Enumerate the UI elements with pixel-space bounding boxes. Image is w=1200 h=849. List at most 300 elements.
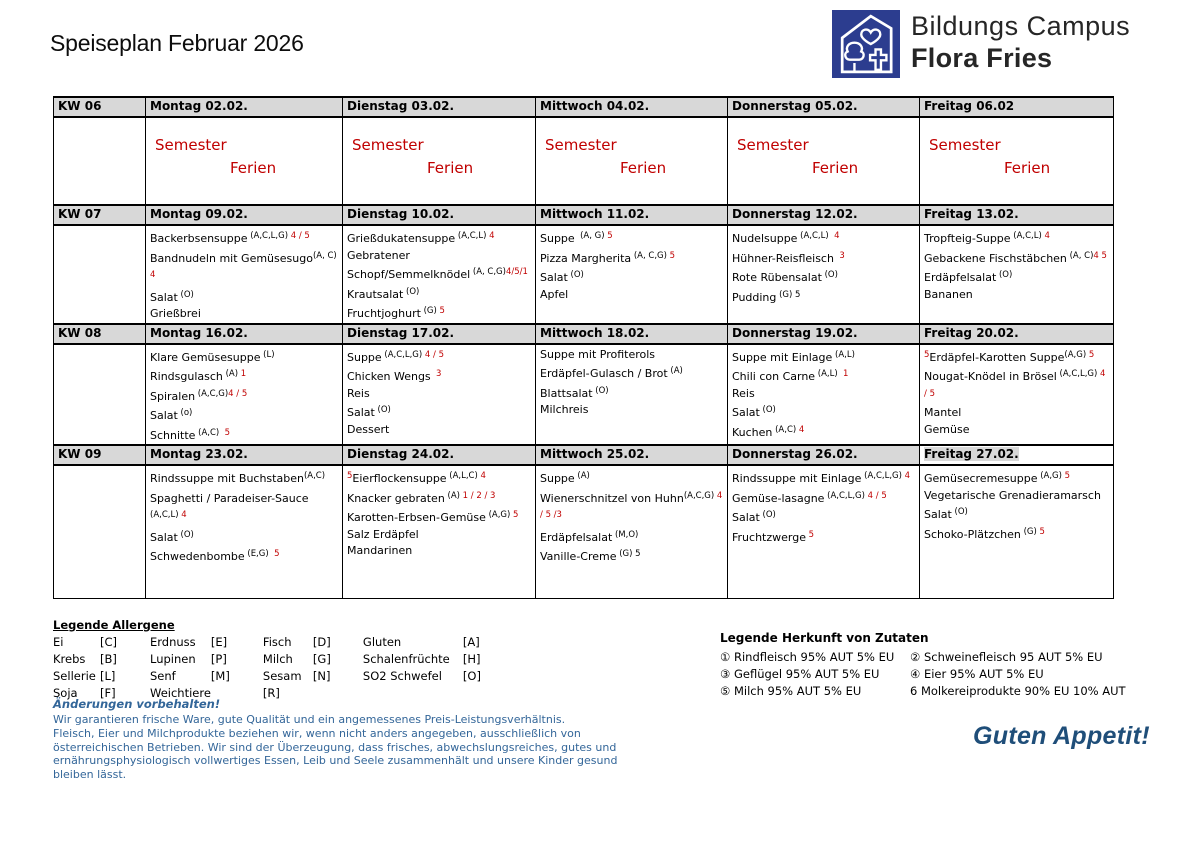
origin-legend	[720, 631, 1126, 699]
dish-name: Dessert	[347, 422, 390, 436]
allergen-codes: (A,C,L,G)	[381, 349, 423, 360]
allergen-codes: (A,G)	[485, 510, 511, 520]
day-cell	[343, 344, 536, 446]
allergen-name: Soja	[53, 686, 78, 700]
origin-numbers: 4 / 5	[228, 388, 248, 399]
footer-note-title: Änderungen vorbehalten!	[53, 697, 221, 711]
origin-numbers: 5	[219, 427, 231, 438]
menu-item	[924, 422, 1109, 439]
kw-label: KW 08	[54, 324, 146, 344]
day-header: Donnerstag 26.02.	[728, 445, 920, 465]
menu-item	[150, 425, 338, 445]
menu-item	[540, 347, 723, 364]
menu-item	[347, 303, 531, 323]
dish-name: Schnitte	[150, 428, 196, 442]
dish-name: Nougat-Knödel in Brösel	[924, 370, 1057, 383]
menu-item	[150, 366, 338, 386]
menu-item	[150, 488, 338, 527]
menu-item	[732, 386, 915, 403]
dish-name: Salz Erdäpfel	[347, 527, 419, 541]
menu-item	[924, 366, 1109, 405]
day-header: Mittwoch 11.02.	[536, 205, 728, 225]
menu-item	[347, 543, 531, 560]
day-cell	[536, 344, 728, 446]
menu-item	[540, 267, 723, 287]
menu-item	[347, 422, 531, 439]
dish-name: Karotten-Erbsen-Gemüse	[347, 511, 486, 524]
day-cell	[536, 117, 728, 205]
allergen-legend	[53, 618, 508, 702]
allergen-legend-row	[53, 634, 508, 651]
dish-name: Gemüsecremesuppe	[924, 472, 1038, 485]
allergen-codes: (A,C,L,G)	[247, 231, 289, 241]
note-line: österreichischen Betrieben. Wir sind der Überzeugung, dass frisches, abwechslungsreiches, gutes und	[53, 740, 617, 754]
origin-number-prefix: 5	[924, 349, 930, 360]
day-header: Dienstag 03.02.	[343, 97, 536, 117]
allergen-codes: (A,C,L)	[455, 231, 487, 241]
allergen-code: [M]	[210, 669, 230, 683]
week-header-row	[54, 324, 1114, 344]
day-header: Donnerstag 05.02.	[728, 97, 920, 117]
allergen-codes: (A,G)	[1037, 471, 1062, 481]
day-cell	[536, 465, 728, 598]
menu-item	[540, 248, 723, 268]
day-cell	[920, 344, 1114, 446]
day-header: Montag 16.02.	[146, 324, 343, 344]
allergen-name: Lupinen	[150, 652, 196, 666]
allergen-code: [F]	[100, 686, 116, 700]
menu-item	[150, 287, 338, 307]
allergen-codes: (A,C,G)	[683, 490, 715, 501]
origin-numbers: 1 / 2 / 3	[459, 490, 496, 501]
menu-item	[540, 546, 723, 566]
menu-item	[347, 248, 531, 284]
dish-name: Eierflockensuppe	[352, 472, 447, 485]
origin-numbers: 4	[150, 250, 340, 280]
allergen-code: [D]	[312, 635, 331, 649]
origin-legend-row	[720, 683, 1126, 700]
menu-item	[924, 524, 1109, 544]
allergen-codes: (A,L,C)	[446, 471, 478, 481]
dish-name: Backerbsensuppe	[150, 232, 248, 245]
allergen-codes: (G) 5	[776, 289, 801, 300]
allergen-codes: (L)	[260, 349, 275, 360]
menu-item	[150, 468, 338, 488]
allergen-codes: (O)	[177, 289, 194, 300]
dish-name: Blattsalat	[540, 386, 593, 400]
origin-legend-row	[720, 666, 1126, 683]
origin-numbers: 5	[805, 529, 815, 540]
origin-numbers: 4 5	[1093, 250, 1107, 261]
origin-numbers: 5	[666, 250, 676, 261]
allergen-codes: (A,L)	[815, 369, 838, 379]
dish-name: Grießdukatensuppe	[347, 232, 456, 245]
menu-item	[924, 468, 1109, 488]
allergen-codes: (A,C)	[772, 424, 797, 435]
semester-text: Semester	[737, 136, 809, 154]
kw-label: KW 07	[54, 205, 146, 225]
dish-name: Erdäpfel-Gulasch / Brot	[540, 367, 668, 380]
allergen-codes: (A,C,L)	[1010, 231, 1042, 241]
guten-appetit-text: Guten Appetit!	[973, 722, 1150, 750]
logo	[832, 10, 1130, 78]
note-line: bleiben lässt.	[53, 768, 127, 782]
origin-numbers: 4/5/1	[505, 267, 528, 277]
ferien-text: Ferien	[812, 159, 859, 177]
day-cell	[146, 117, 343, 205]
menu-table-body	[54, 97, 1114, 598]
dish-name: Milchreis	[540, 403, 589, 416]
menu-item	[347, 507, 531, 527]
allergen-name: Weichtiere	[150, 686, 211, 700]
allergen-name: SO2 Schwefel	[362, 669, 442, 683]
week-content-row	[54, 117, 1114, 205]
week-header-row	[54, 205, 1114, 225]
semester-text: Semester	[352, 136, 424, 154]
allergen-codes: (O)	[821, 270, 838, 280]
kw-label: KW 09	[54, 445, 146, 465]
menu-item	[347, 386, 531, 403]
allergen-codes: (G)	[1020, 526, 1037, 537]
origin-numbers: 4 / 5	[924, 369, 1109, 399]
allergen-name: Sellerie	[53, 669, 96, 683]
day-header: Freitag 13.02.	[920, 205, 1114, 225]
allergen-codes: (O)	[996, 270, 1013, 280]
dish-name: Rote Rübensalat	[732, 271, 822, 284]
dish-name: Suppe	[540, 472, 575, 485]
dish-name: Grießbrei	[150, 307, 201, 320]
menu-item	[732, 248, 915, 268]
allergen-codes: (M,O)	[612, 529, 639, 540]
dish-name: Apfel	[540, 287, 569, 301]
week-content-row	[54, 225, 1114, 324]
note-line: Fleisch, Eier und Milchprodukte beziehen wir, wenn nicht anders angegeben, ausschließlich von	[53, 726, 581, 740]
allergen-codes: (G)	[420, 306, 437, 316]
dish-name: Gebackene Fischstäbchen	[924, 251, 1067, 265]
menu-item	[150, 306, 338, 323]
house-heart-tree-cross-icon	[832, 10, 900, 78]
week-content-row	[54, 344, 1114, 446]
dish-name: Spiralen	[150, 389, 196, 403]
allergen-legend-title: Legende Allergene	[53, 618, 175, 632]
allergen-codes: (O)	[567, 270, 584, 280]
menu-item	[150, 347, 338, 367]
allergen-legend-row	[53, 651, 508, 668]
origin-numbers: 5	[510, 510, 519, 520]
allergen-codes: (O)	[592, 385, 609, 396]
dish-name: Salat	[347, 406, 375, 419]
allergen-codes: (G) 5	[616, 549, 641, 559]
menu-item	[732, 287, 915, 307]
origin-numbers: 4	[901, 471, 911, 481]
origin-numbers: 5	[1061, 471, 1071, 481]
allergen-name: Schalenfrüchte	[362, 652, 450, 666]
kw-spacer	[54, 465, 146, 598]
dish-name: Hühner-Reisfleisch	[732, 251, 834, 265]
day-header: Donnerstag 12.02.	[728, 205, 920, 225]
menu-item	[347, 347, 531, 367]
dish-name: Chicken Wengs	[347, 370, 431, 383]
dish-name: Reis	[347, 386, 370, 400]
day-cell	[146, 344, 343, 446]
dish-name: Spaghetti / Paradeiser-Sauce	[150, 491, 309, 505]
dish-name: Erdäpfelsalat	[540, 530, 613, 544]
allergen-code: [C]	[100, 635, 118, 649]
day-cell	[728, 465, 920, 598]
menu-item	[924, 504, 1109, 524]
dish-name: Gebratener Schopf/Semmelknödel	[347, 248, 471, 281]
dish-name: Salat	[732, 406, 760, 419]
menu-item	[732, 488, 915, 508]
origin-numbers: 4 / 5	[288, 231, 310, 241]
logo-line1: Bildungs Campus	[911, 11, 1131, 41]
allergen-codes: (O)	[951, 507, 968, 517]
ferien-text: Ferien	[427, 159, 474, 177]
semester-text: Semester	[929, 136, 1001, 154]
dish-name: Rindssuppe mit Einlage	[732, 472, 862, 485]
allergen-codes: (A,C,G)	[195, 388, 229, 399]
dish-name: Salat	[732, 511, 760, 524]
day-cell	[343, 225, 536, 324]
allergen-codes: (A, C,G)	[470, 267, 506, 277]
origin-numbers: 3	[833, 250, 845, 261]
dish-name: Fruchtzwerge	[732, 530, 806, 544]
week-header-row	[54, 97, 1114, 117]
menu-item	[732, 507, 915, 527]
allergen-codes: (A, C,G)	[631, 250, 667, 261]
allergen-legend-table	[53, 634, 508, 702]
dish-name: Salat	[924, 508, 952, 521]
menu-item	[924, 267, 1109, 287]
allergen-codes: (A)	[667, 366, 683, 376]
day-cell	[920, 117, 1114, 205]
dish-name: Vanille-Creme	[540, 550, 617, 563]
allergen-code: [H]	[462, 652, 481, 666]
dish-name: Pizza Margherita	[540, 251, 632, 265]
day-header: Mittwoch 04.02.	[536, 97, 728, 117]
allergen-codes: (A,C)	[195, 427, 220, 438]
kw-label: KW 06	[54, 97, 146, 117]
dish-name: Gemüse	[924, 422, 970, 436]
menu-item	[347, 284, 531, 304]
allergen-code: [E]	[210, 635, 228, 649]
origin-numbers: 4	[1041, 231, 1050, 241]
dish-name: Schwedenbombe	[150, 550, 245, 563]
day-cell	[920, 225, 1114, 324]
allergen-codes: (O)	[759, 510, 776, 520]
day-cell	[146, 465, 343, 598]
day-cell	[343, 117, 536, 205]
day-cell	[343, 465, 536, 598]
menu-item	[150, 248, 338, 287]
menu-item	[924, 347, 1109, 367]
menu-item	[150, 386, 338, 406]
menu-item	[540, 228, 723, 248]
menu-item	[347, 402, 531, 422]
semester-text: Semester	[545, 136, 617, 154]
allergen-codes: (A, C)	[312, 250, 337, 261]
menu-table	[53, 96, 1114, 599]
menu-item	[150, 546, 338, 566]
dish-name: Wienerschnitzel von Huhn	[540, 491, 684, 505]
dish-name: Nudelsuppe	[732, 232, 798, 245]
note-line: ernährungsphysiologisch vollwertiges Essen, Leib und Seele zusammenhält und unsere Kinder gesund	[53, 754, 618, 768]
logo-text	[911, 10, 1130, 74]
origin-numbers: 4	[486, 231, 495, 241]
ferien-text: Ferien	[620, 159, 667, 177]
dish-name: Fruchtjoghurt	[347, 307, 421, 320]
origin-numbers: 5	[268, 549, 280, 559]
menu-item	[150, 228, 338, 248]
origin-numbers: 5	[1036, 526, 1045, 537]
allergen-codes: (A,L)	[832, 349, 855, 360]
dish-name: Suppe mit Profiterols	[540, 347, 656, 361]
day-cell	[728, 117, 920, 205]
kw-spacer	[54, 344, 146, 446]
week-content-row	[54, 465, 1114, 598]
kw-spacer	[54, 117, 146, 205]
menu-item	[347, 468, 531, 488]
dish-name: Bananen	[924, 287, 973, 301]
origin-numbers: 5	[1086, 349, 1095, 360]
allergen-code: [O]	[462, 669, 481, 683]
origin-numbers: 5	[436, 306, 445, 316]
dish-name: Erdäpfelsalat	[924, 271, 997, 284]
menu-item	[540, 488, 726, 527]
allergen-name: Krebs	[53, 652, 86, 666]
origin-entry: ② Schweinefleisch 95 AUT 5% EU	[910, 650, 1103, 664]
origin-numbers: 4	[796, 424, 805, 435]
origin-legend-row	[720, 649, 1126, 666]
allergen-codes: (A)	[444, 490, 460, 501]
kw-spacer	[54, 225, 146, 324]
menu-item	[150, 527, 338, 547]
menu-item	[732, 347, 915, 367]
dish-name: Rindsgulasch	[150, 370, 223, 383]
allergen-code: [N]	[312, 669, 331, 683]
menu-item	[732, 527, 915, 547]
allergen-codes: (A, G)	[574, 231, 605, 241]
allergen-codes: (A,C)	[303, 471, 326, 481]
allergen-codes: (A)	[574, 471, 590, 481]
dish-name: Pudding	[732, 290, 777, 304]
allergen-name: Ei	[53, 635, 64, 649]
allergen-codes: (E,G)	[244, 549, 269, 559]
note-line: Wir garantieren frische Ware, gute Qualität und ein angemessenes Preis-Leistungsverhältnis.	[53, 713, 566, 726]
day-header: Dienstag 10.02.	[343, 205, 536, 225]
allergen-codes: (O)	[374, 405, 391, 415]
dish-name: Gemüse-lasagne	[732, 491, 825, 505]
origin-entry: 6 Molkereiprodukte 90% EU 10% AUT	[910, 683, 1126, 698]
allergen-codes: (A,C,L,G)	[824, 490, 865, 501]
allergen-name: Erdnuss	[150, 635, 196, 649]
dish-name: Salat	[540, 271, 568, 284]
day-header-highlight: Freitag 27.02.	[924, 447, 1019, 461]
ferien-text: Ferien	[1004, 159, 1051, 177]
allergen-legend-body	[53, 634, 508, 702]
allergen-name: Fisch	[262, 635, 292, 649]
page-title: Speiseplan Februar 2026	[50, 30, 304, 56]
day-cell	[728, 225, 920, 324]
house-logo-icon	[832, 10, 900, 78]
allergen-name: Milch	[262, 652, 293, 666]
origin-number-prefix: 5	[347, 471, 353, 481]
day-header: Freitag 06.02	[920, 97, 1114, 117]
menu-item	[540, 363, 723, 383]
dish-name: Krautsalat	[347, 287, 404, 301]
dish-name: Suppe	[540, 232, 575, 245]
origin-numbers: 1	[837, 369, 849, 379]
allergen-code: [B]	[100, 652, 117, 666]
menu-item	[924, 228, 1109, 248]
day-header: Dienstag 24.02.	[343, 445, 536, 465]
dish-name: Schoko-Plätzchen	[924, 527, 1021, 541]
origin-numbers: 4 / 5 /3	[540, 490, 726, 520]
day-header: Montag 23.02.	[146, 445, 343, 465]
menu-item	[347, 228, 531, 248]
origin-entry: ⑤ Milch 95% AUT 5% EU	[720, 683, 862, 698]
dish-name: Reis	[732, 386, 755, 400]
allergen-legend-row	[53, 668, 508, 685]
day-cell	[146, 225, 343, 324]
dish-name: Vegetarische Grenadieramarsch	[924, 488, 1101, 502]
allergen-codes: (A,C,L,G)	[861, 471, 902, 481]
menu-item	[732, 366, 915, 386]
allergen-codes: (A, C)	[1066, 250, 1094, 261]
menu-item	[347, 488, 531, 508]
menu-item	[540, 383, 723, 403]
day-header: Mittwoch 18.02.	[536, 324, 728, 344]
allergen-name: Senf	[150, 669, 176, 683]
dish-name: Rindssuppe mit Buchstaben	[150, 472, 304, 485]
menu-item	[540, 527, 723, 547]
allergen-codes: (O)	[403, 286, 420, 297]
menu-item	[924, 405, 1109, 422]
dish-name: Mantel	[924, 406, 962, 419]
origin-numbers: 4	[828, 231, 840, 241]
menu-item	[732, 228, 915, 248]
origin-numbers: 3	[430, 369, 442, 379]
menu-item	[732, 402, 915, 422]
dish-name: Klare Gemüsesuppe	[150, 350, 261, 364]
origin-numbers: 5	[604, 231, 613, 241]
day-header: Dienstag 17.02.	[343, 324, 536, 344]
origin-entry: ③ Geflügel 95% AUT 5% EU	[720, 666, 880, 681]
day-header: Montag 02.02.	[146, 97, 343, 117]
origin-legend-rows	[720, 649, 1126, 699]
dish-name: Suppe mit Einlage	[732, 350, 833, 364]
dish-name: Chili con Carne	[732, 370, 816, 383]
dish-name: Knacker gebraten	[347, 491, 445, 505]
origin-numbers: 4 / 5	[864, 490, 887, 501]
day-header: Mittwoch 25.02.	[536, 445, 728, 465]
origin-numbers: 1	[238, 369, 247, 379]
allergen-codes: (A,C,L,G)	[1056, 369, 1098, 379]
day-header: Montag 09.02.	[146, 205, 343, 225]
origin-entry: ① Rindfleisch 95% AUT 5% EU	[720, 650, 895, 664]
day-cell	[920, 465, 1114, 598]
menu-item	[924, 488, 1109, 505]
footer-note	[53, 697, 617, 782]
allergen-codes: (A,G)	[1064, 349, 1087, 360]
allergen-codes: (O)	[177, 529, 194, 540]
day-header: Freitag 20.02.	[920, 324, 1114, 344]
menu-item	[732, 422, 915, 442]
origin-numbers: 4	[477, 471, 486, 481]
menu-item	[732, 267, 915, 287]
allergen-codes: (A)	[222, 369, 239, 379]
menu-item	[150, 405, 338, 425]
